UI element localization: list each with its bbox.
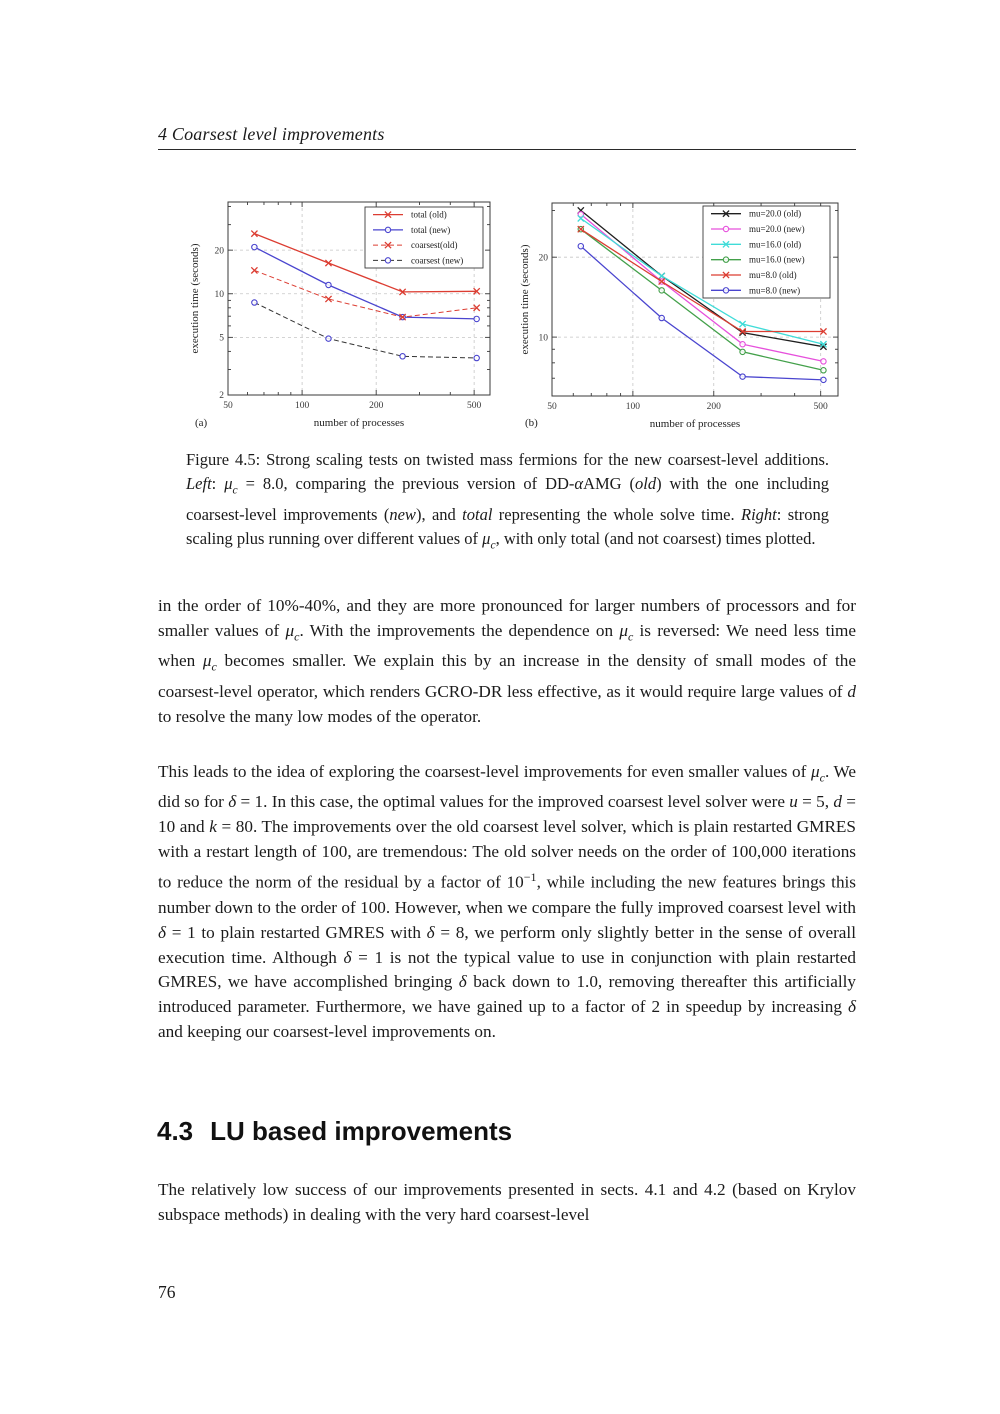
svg-text:20: 20: [538, 253, 548, 264]
svg-text:50: 50: [547, 402, 557, 412]
page-number: 76: [158, 1282, 176, 1302]
svg-text:mu=8.0 (old): mu=8.0 (old): [749, 270, 797, 280]
running-header: 4 Coarsest level improvements: [158, 124, 385, 144]
body-paragraph: The relatively low success of our improvements presented in sects. 4.1 and 4.2 (based on Krylov subspace methods) in dealing with the very hard coarsest-level: [158, 1180, 856, 1224]
svg-text:20: 20: [214, 246, 224, 257]
svg-text:500: 500: [813, 402, 828, 412]
svg-text:200: 200: [706, 402, 721, 412]
body-paragraph: This leads to the idea of exploring the coarsest-level improvements for even smaller values of $\mu_c$. We did so for δ = 1. In this case, the optimal values for the improved coarsest level solver were u = 5, d = 10 and k = 80. The improvements over the old coarsest level solver, which is plain restarted GMRES with a restart length of 100, are tremendous: The old solver needs on the order of 100,000 iterations to reduce the norm of the residual by a factor of $10^{-1}$, while including the new features brings this number down to the order of 100. However, when we compare the fully improved coarsest level with δ = 1 to plain restarted GMRES with δ = 8, we perform only slightly better in the sense of overall execution time. Although δ = 1 is not the typical value to use in conjunction with plain restarted GMRES, we have accomplished bringing δ back down to 1.0, removing thereafter this artificially introduced parameter. Furthermore, we have gained up to a factor of 2 in speedup by increasing δ and keeping our coarsest-level improvements on.: [158, 762, 856, 1042]
svg-text:mu=20.0 (old): mu=20.0 (old): [749, 208, 802, 219]
svg-text:10: 10: [538, 333, 548, 344]
svg-text:mu=16.0 (new): mu=16.0 (new): [749, 254, 805, 265]
svg-text:200: 200: [369, 401, 384, 411]
svg-text:mu=8.0 (new): mu=8.0 (new): [749, 285, 801, 296]
section-number: 4.3: [157, 1116, 194, 1146]
svg-text:coarsest (new): coarsest (new): [411, 255, 464, 266]
svg-text:2: 2: [219, 391, 224, 402]
svg-text:500: 500: [467, 401, 482, 411]
figure-panel-a: [185, 195, 510, 445]
chart-legend: [365, 207, 483, 268]
line-chart: [185, 195, 510, 440]
svg-text:total (old): total (old): [411, 209, 447, 220]
figure-panel-b: [515, 195, 850, 445]
svg-text:mu=20.0 (new): mu=20.0 (new): [749, 224, 805, 234]
svg-text:number of processes: number of processes: [649, 418, 741, 430]
body-paragraph: in the order of 10%-40%, and they are more pronounced for larger numbers of processors and for smaller values of $\mu_c$. With the improvements the dependence on $\mu_c$ is reversed: We need less time when $\mu_c$ becomes smaller. We explain this by an increase in the density of small modes of the coarsest-level operator, which renders GCRO-DR less effective, as it would require large values of d to resolve the many low modes of the operator.: [158, 596, 857, 726]
section-title: LU based improvements: [210, 1116, 513, 1146]
section-heading: [157, 1116, 857, 1147]
svg-text:coarsest(old): coarsest(old): [411, 240, 458, 251]
chart-legend: [703, 206, 830, 298]
svg-text:(b): (b): [525, 417, 538, 429]
svg-text:(a): (a): [195, 417, 208, 429]
svg-text:mu=16.0 (old): mu=16.0 (old): [749, 239, 802, 250]
svg-text:total (new): total (new): [411, 224, 451, 235]
line-chart: [515, 195, 850, 440]
svg-text:10: 10: [214, 289, 224, 300]
svg-text:number of processes: number of processes: [313, 417, 405, 429]
figure-caption: Figure 4.5: Strong scaling tests on twisted mass fermions for the new coarsest-level additions. Left: $\mu_c = 8.0$, comparing the previous version of DD-αAMG (old) with the one including coarsest-level improvements (new), and total representing the whole solve time. Right: strong scaling plus running over different values of $\mu_c$, with only total (and not coarsest) times plotted.: [186, 450, 829, 552]
svg-text:50: 50: [223, 401, 233, 411]
svg-text:5: 5: [219, 333, 224, 344]
svg-text:100: 100: [294, 401, 310, 411]
header-rule: [158, 149, 856, 150]
svg-text:execution time (seconds): execution time (seconds): [519, 244, 531, 355]
svg-text:execution time (seconds): execution time (seconds): [189, 243, 201, 354]
svg-text:100: 100: [625, 402, 641, 412]
